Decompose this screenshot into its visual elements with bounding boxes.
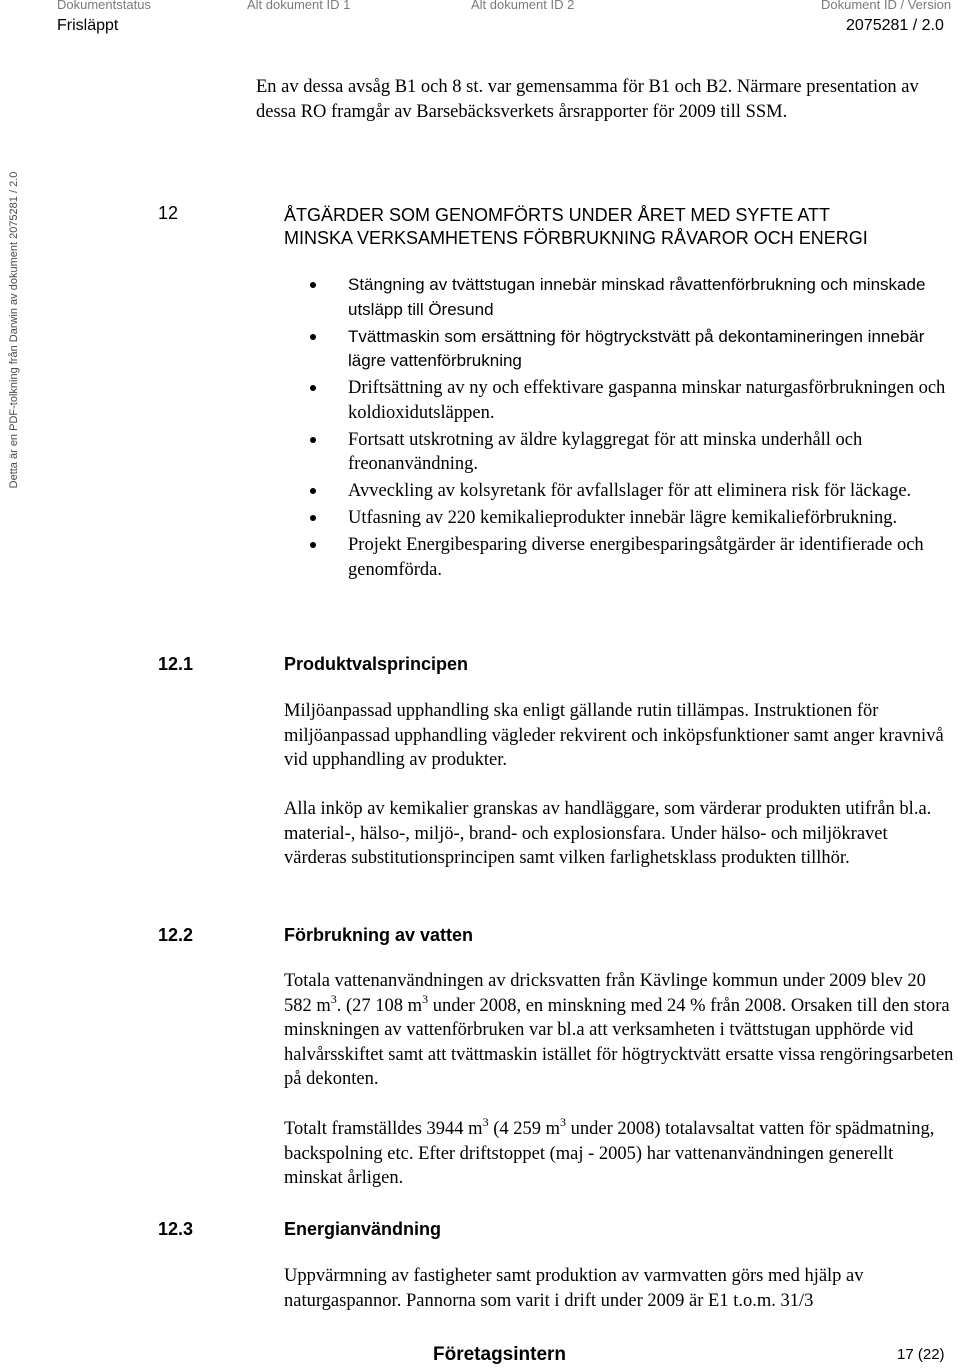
bullet-item: Tvättmaskin som ersättning för högtryckstvätt på dekontamineringen innebär lägre vattenförbrukning	[310, 325, 950, 374]
section-12-2-number: 12.2	[158, 925, 194, 945]
section-12-title-line1: ÅTGÄRDER SOM GENOMFÖRTS UNDER ÅRET MED SYFTE ATT	[284, 205, 831, 225]
section-12-3-paragraph-1: Uppvärmning av fastigheter samt produktion av varmvatten görs med hjälp av naturgaspannor. Pannorna som varit i drift under 2009 är E1 t.o.m. 31/3	[284, 1266, 864, 1311]
header-label-alt-id-1: Alt dokument ID 1	[247, 0, 351, 12]
section-12-1-number: 12.1	[158, 654, 194, 674]
section-12-2-paragraph-2: Totalt framställdes 3944 $m^3$ (4 259 $m^3$ under 2008) totalavsaltat vatten för spädmatning, backspolning etc. Efter driftstoppet (maj - 2005) har vattenanvändningen generellt minskat årligen.	[284, 1115, 935, 1188]
bullet-dot-icon	[310, 437, 316, 443]
section-12-number: 12	[158, 203, 179, 223]
section-12-1-title: Produktvalsprincipen	[284, 654, 469, 674]
section-12-3-number: 12.3	[158, 1219, 194, 1239]
bullet-item: Utfasning av 220 kemikalieprodukter innebär lägre kemikalieförbrukning.	[310, 506, 950, 531]
footer-page-number: 17 (22)	[897, 1346, 945, 1363]
section-12-2-paragraph-1: Totala vattenanvändningen av dricksvatten från Kävlinge kommun under 2009 blev 20 582 $m^3$. (27 108 $m^3$ under 2008, en minskning med 24 % från 2008. Orsaken till den stora minskningen av vattenförbruken var bl.a att verksamheten i tvättstugan upphörde vid halvårsskiftet samt att tvättmaskin istället för högtrycktvätt ersatte vissa rengöringsarbeten på dekonten.	[284, 971, 954, 1089]
bullet-dot-icon	[310, 334, 316, 340]
header-label-alt-id-2: Alt dokument ID 2	[471, 0, 575, 12]
section-12-2-title: Förbrukning av vatten	[284, 925, 474, 945]
footer-classification: Företagsintern	[433, 1344, 567, 1365]
header-label-doc-id: Dokument ID / Version	[821, 0, 952, 12]
bullet-item: Fortsatt utskrotning av äldre kylaggregat för att minska underhåll och freonanvändning.	[310, 428, 950, 477]
side-note: Detta är en PDF-tolkning från Darwin av dokument 2075281 / 2.0	[8, 171, 20, 489]
bullet-dot-icon	[310, 515, 316, 521]
section-12-bullet-list	[310, 273, 950, 585]
section-12-1-paragraph-1: Miljöanpassad upphandling ska enligt gällande rutin tillämpas. Instruktionen för miljöanpassad upphandling vägleder rekvirent och inköpsfunktioner samt anger kravnivå vid upphandling av produkter.	[284, 701, 944, 770]
bullet-item: Projekt Energibesparing diverse energibesparingsåtgärder är identifierade och genomförda.	[310, 533, 950, 582]
header-status-value: Frisläppt	[57, 17, 119, 34]
section-12-3-title: Energianvändning	[284, 1219, 442, 1239]
section-12-1-paragraph-2: Alla inköp av kemikalier granskas av handläggare, som värderar produkten utifrån bl.a. material-, hälso-, miljö-, brand- och explosionsfara. Under hälso- och miljökravet värderas substitutionsprincipen samt vilken farlighetsklass produkten tillhör.	[284, 799, 932, 868]
bullet-item: Driftsättning av ny och effektivare gaspanna minskar naturgasförbrukningen och koldioxidutsläppen.	[310, 376, 950, 425]
bullet-item: Avveckling av kolsyretank för avfallslager för att eliminera risk för läckage.	[310, 479, 950, 504]
bullet-item: Stängning av tvättstugan innebär minskad råvattenförbrukning och minskade utsläpp till Öresund	[310, 273, 950, 322]
bullet-dot-icon	[310, 385, 316, 391]
header-doc-id-value: 2075281 / 2.0	[846, 17, 944, 34]
bullet-dot-icon	[310, 282, 316, 288]
header-label-status: Dokumentstatus	[57, 0, 151, 12]
section-12-title-line2: MINSKA VERKSAMHETENS FÖRBRUKNING RÅVAROR OCH ENERGI	[284, 228, 868, 248]
intro-paragraph: En av dessa avsåg B1 och 8 st. var gemensamma för B1 och B2. Närmare presentation av dessa RO framgår av Barsebäcksverkets årsrapporter för 2009 till SSM.	[256, 77, 919, 122]
bullet-dot-icon	[310, 488, 316, 494]
bullet-dot-icon	[310, 542, 316, 548]
